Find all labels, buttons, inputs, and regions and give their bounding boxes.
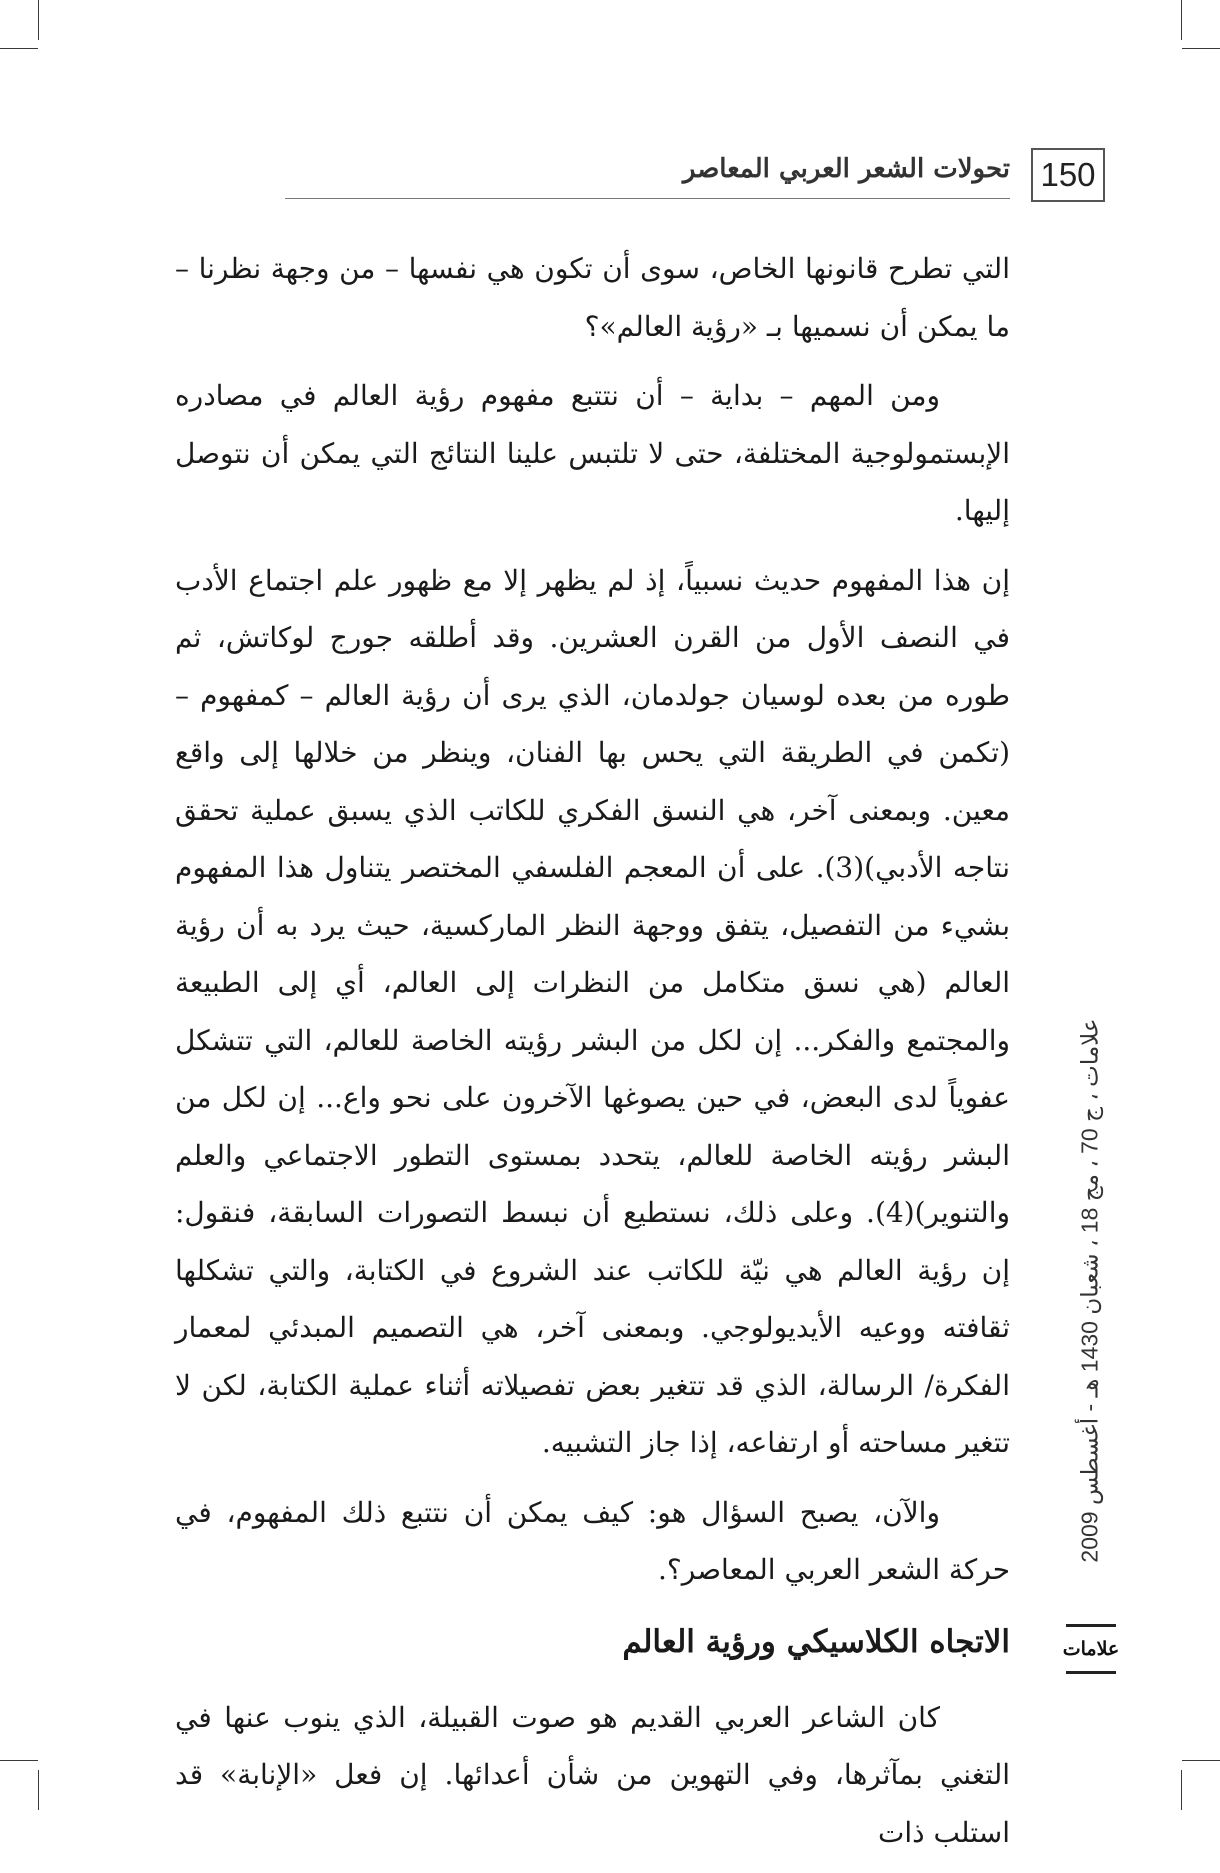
paragraph: التي تطرح قانونها الخاص، سوى أن تكون هي نفسها – من وجهة نظرنا – ما يمكن أن نسميها بـ «رؤية العالم»؟ <box>175 252 1010 343</box>
page-number: 150 <box>1031 148 1105 202</box>
journal-logo: علامات <box>1066 1624 1116 1674</box>
paragraph: إن هذا المفهوم حديث نسبياً، إذ لم يظهر إلا مع ظهور علم اجتماع الأدب في النصف الأول من القرن العشرين. وقد أطلقه جورج لوكاتش، ثم طوره من بعده لوسيان جولدمان، الذي يرى أن رؤية العالم – كمفهوم – (تكمن في الطريقة التي يحس بها الفنان، وينظر من خلالها إلى واقع معين. وبمعنى آخر، هي النسق الفكري للكاتب الذي يسبق عملية تحقق نتاجه الأدبي)(3). على أن المعجم الفلسفي المختصر يتناول هذا المفهوم بشيء من التفصيل، يتفق ووجهة النظر الماركسية، حيث يرد به أن رؤية العالم (هي نسق متكامل من النظرات إلى العالم، أي إلى الطبيعة والمجتمع والفكر... إن لكل من البشر رؤيته الخاصة للعالم، التي تتشكل عفوياً لدى البعض، في حين يصوغها الآخرون على نحو واع... إن لكل من البشر رؤيته الخاصة للعالم، يتحدد بمستوى التطور الاجتماعي والعلم والتنوير)(4). وعلى ذلك، نستطيع أن نبسط التصورات السابقة، فنقول: إن رؤية العالم هي نيّة للكاتب عند الشروع في الكتابة، والتي تشكلها ثقافته ووعيه الأيديولوجي. وبمعنى آخر، هي التصميم المبدئي لمعمار الفكرة/ الرسالة، الذي قد تتغير بعض تفصيلاته أثناء عملية الكتابة، لكن لا تتغير مساحته أو ارتفاعه، إذا جاز التشبيه. <box>175 563 1010 1459</box>
crop-mark <box>38 0 39 40</box>
crop-mark <box>0 48 38 49</box>
article-body <box>175 240 1010 1873</box>
crop-mark <box>1181 0 1182 40</box>
page-header <box>175 148 1115 204</box>
crop-mark <box>1182 1760 1220 1761</box>
section-heading: الاتجاه الكلاسيكي ورؤية العالم <box>622 1623 1010 1660</box>
paragraph: والآن، يصبح السؤال هو: كيف يمكن أن نتتبع ذلك المفهوم، في حركة الشعر العربي المعاصر؟. <box>175 1495 1010 1586</box>
crop-mark <box>0 1760 38 1761</box>
journal-info-column <box>1064 960 1116 1620</box>
crop-mark <box>38 1770 39 1810</box>
journal-info: علامات ، ج 70 ، مج 18 ، شعبان 1430 هـ - أغسطس 2009 <box>1076 1017 1103 1563</box>
running-title: تحولات الشعر العربي المعاصر <box>682 154 1010 184</box>
crop-mark <box>1182 48 1220 49</box>
paragraph: كان الشاعر العربي القديم هو صوت القبيلة، الذي ينوب عنها في التغني بمآثرها، وفي التهوين من شأن أعدائها. إن فعل «الإنابة» قد استلب ذات <box>175 1700 1011 1849</box>
crop-mark <box>1181 1770 1182 1810</box>
paragraph: ومن المهم – بداية – أن نتتبع مفهوم رؤية العالم في مصادره الإبستمولوجية المختلفة، حتى لا تلتبس علينا النتائج التي يمكن أن نتوصل إليها. <box>175 379 1011 527</box>
header-rule <box>285 198 1010 199</box>
